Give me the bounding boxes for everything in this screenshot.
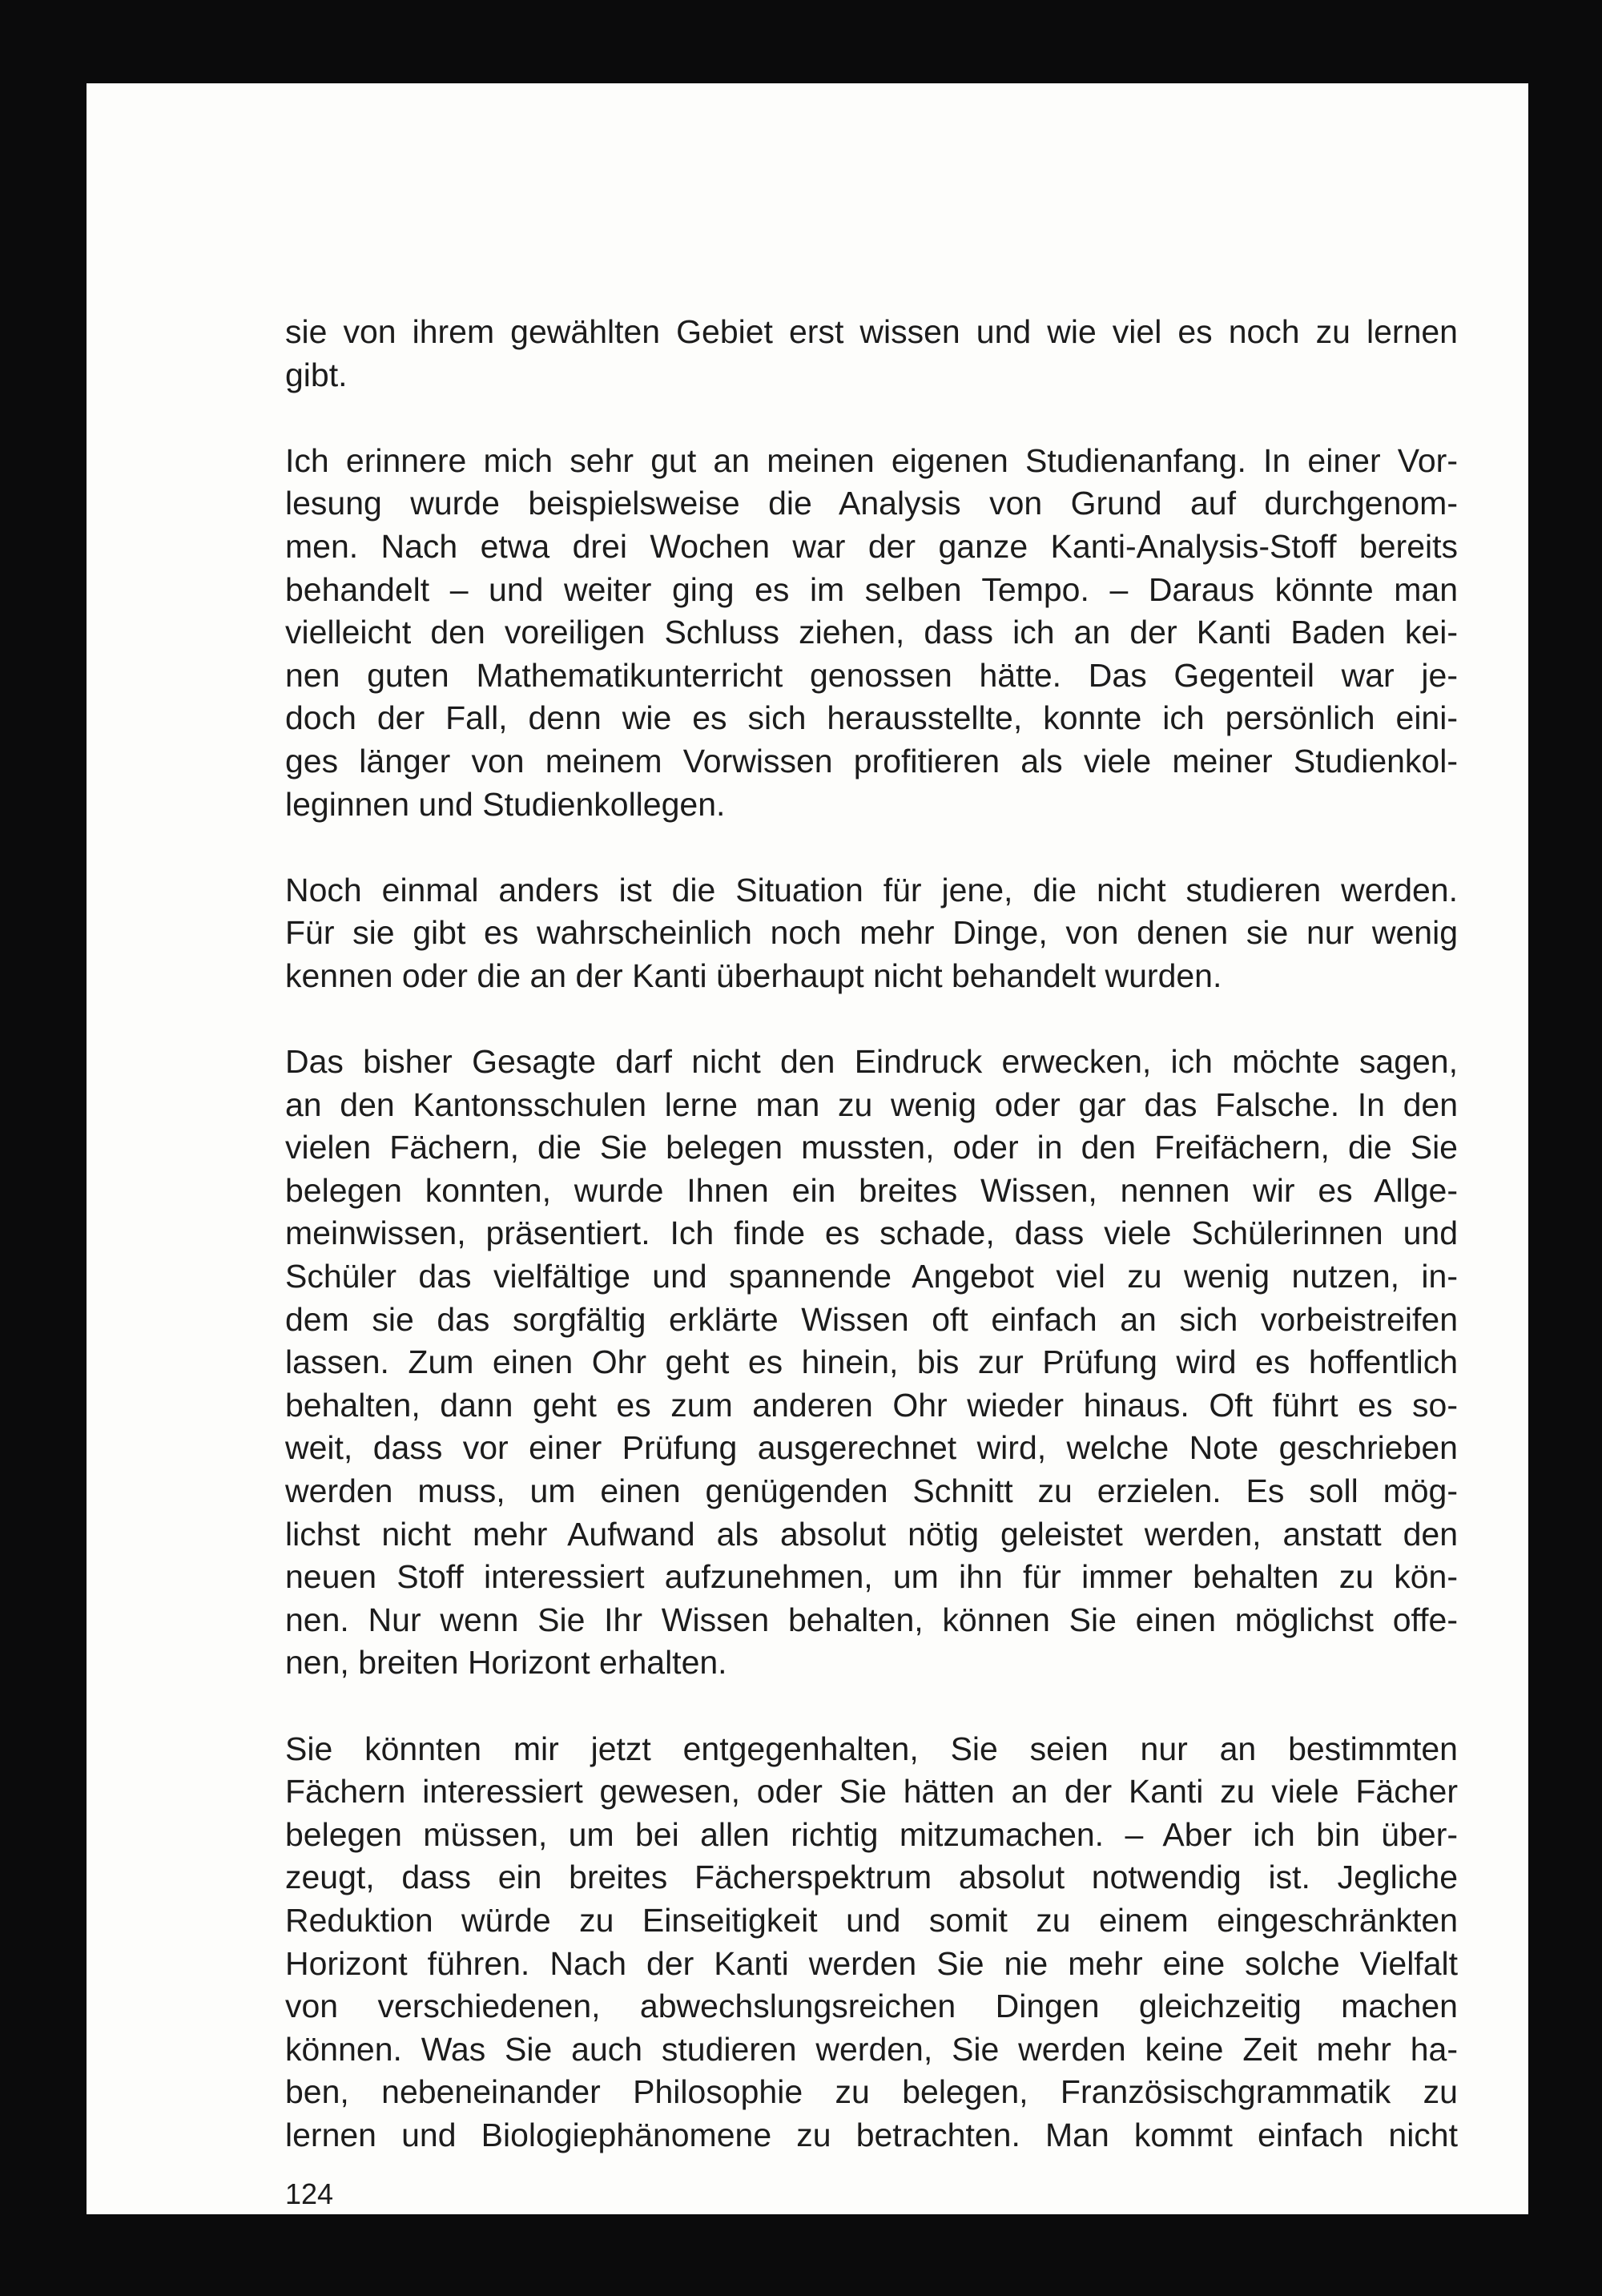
text-line: sie von ihrem gewählten Gebiet erst wissen und wie viel es noch zu lernen — [285, 313, 1458, 350]
text-line: Sie könnten mir jetzt entgegenhalten, Sie seien nur an bestimmten — [285, 1730, 1458, 1767]
text-line: an den Kantonsschulen lerne man zu wenig oder gar das Falsche. In den — [285, 1086, 1458, 1123]
text-line: von verschiedenen, abwechslungsreichen Dingen gleichzeitig machen — [285, 1988, 1458, 2025]
book-page — [87, 83, 1528, 2214]
text-line: zeugt, dass ein breites Fächerspektrum absolut notwendig ist. Jegliche — [285, 1859, 1458, 1896]
paragraph — [285, 869, 1458, 998]
text-line: Ich erinnere mich sehr gut an meinen eigenen Studienanfang. In einer Vor- — [285, 441, 1458, 479]
text-line: lernen und Biologiephänomene zu betrachten. Man kommt einfach nicht — [285, 2116, 1458, 2153]
text-line: lesung wurde beispielsweise die Analysis von Grund auf durchgenom- — [285, 485, 1458, 522]
text-line: weit, dass vor einer Prüfung ausgerechnet wird, welche Note geschrieben — [285, 1429, 1458, 1467]
text-line: leginnen und Studienkollegen. — [285, 785, 726, 823]
paragraph — [285, 1041, 1458, 1685]
text-line: lassen. Zum einen Ohr geht es hinein, bis zur Prüfung wird es hoffentlich — [285, 1343, 1458, 1381]
text-line: belegen müssen, um bei allen richtig mitzumachen. – Aber ich bin über- — [285, 1815, 1458, 1853]
text-line: ges länger von meinem Vorwissen profitieren als viele meiner Studienkol- — [285, 742, 1458, 779]
text-line: dem sie das sorgfältig erklärte Wissen oft einfach an sich vorbeistreifen — [285, 1300, 1458, 1338]
text-line: nen. Nur wenn Sie Ihr Wissen behalten, können Sie einen möglichst offe- — [285, 1601, 1458, 1638]
text-line: Schüler das vielfältige und spannende Angebot viel zu wenig nutzen, in- — [285, 1258, 1458, 1295]
text-line: Fächern interessiert gewesen, oder Sie hätten an der Kanti zu viele Fächer — [285, 1773, 1458, 1811]
text-line: Für sie gibt es wahrscheinlich noch mehr Dinge, von denen sie nur wenig — [285, 914, 1458, 952]
text-line: Reduktion würde zu Einseitigkeit und somit zu einem eingeschränkten — [285, 1901, 1458, 1939]
paragraph — [285, 1728, 1458, 2157]
text-line: Noch einmal anders ist die Situation für jene, die nicht studieren werden. — [285, 871, 1458, 908]
text-line: nen guten Mathematikunterricht genossen hätte. Das Gegenteil war je- — [285, 656, 1458, 694]
text-line: Horizont führen. Nach der Kanti werden Sie nie mehr eine solche Vielfalt — [285, 1944, 1458, 1982]
text-line: meinwissen, präsentiert. Ich finde es schade, dass viele Schülerinnen und — [285, 1214, 1458, 1252]
text-line: men. Nach etwa drei Wochen war der ganze Kanti-Analysis-Stoff bereits — [285, 527, 1458, 565]
page-number: 124 — [285, 2177, 334, 2210]
paragraph — [285, 440, 1458, 826]
text-line: werden muss, um einen genügenden Schnitt zu erzielen. Es soll mög- — [285, 1472, 1458, 1510]
text-line: gibt. — [285, 356, 348, 393]
body-text — [285, 311, 1458, 2200]
text-line: vielleicht den voreiligen Schluss ziehen, dass ich an der Kanti Baden kei- — [285, 614, 1458, 651]
text-line: neuen Stoff interessiert aufzunehmen, um ihn für immer behalten zu kön- — [285, 1558, 1458, 1596]
text-line: Das bisher Gesagte darf nicht den Eindruck erwecken, ich möchte sagen, — [285, 1043, 1458, 1081]
text-line: kennen oder die an der Kanti überhaupt nicht behandelt wurden. — [285, 957, 1222, 994]
text-line: behalten, dann geht es zum anderen Ohr wieder hinaus. Oft führt es so- — [285, 1386, 1458, 1424]
paragraph — [285, 311, 1458, 397]
text-line: behandelt – und weiter ging es im selben Tempo. – Daraus könnte man — [285, 570, 1458, 608]
text-line: können. Was Sie auch studieren werden, Sie werden keine Zeit mehr ha- — [285, 2030, 1458, 2068]
text-line: vielen Fächern, die Sie belegen mussten, oder in den Freifächern, die Sie — [285, 1129, 1458, 1166]
text-line: nen, breiten Horizont erhalten. — [285, 1644, 727, 1682]
text-line: belegen konnten, wurde Ihnen ein breites Wissen, nennen wir es Allge- — [285, 1171, 1458, 1209]
text-line: doch der Fall, denn wie es sich herausstellte, konnte ich persönlich eini- — [285, 699, 1458, 737]
text-line: lichst nicht mehr Aufwand als absolut nötig geleistet werden, anstatt den — [285, 1515, 1458, 1553]
text-line: ben, nebeneinander Philosophie zu belegen, Französischgrammatik zu — [285, 2073, 1458, 2111]
